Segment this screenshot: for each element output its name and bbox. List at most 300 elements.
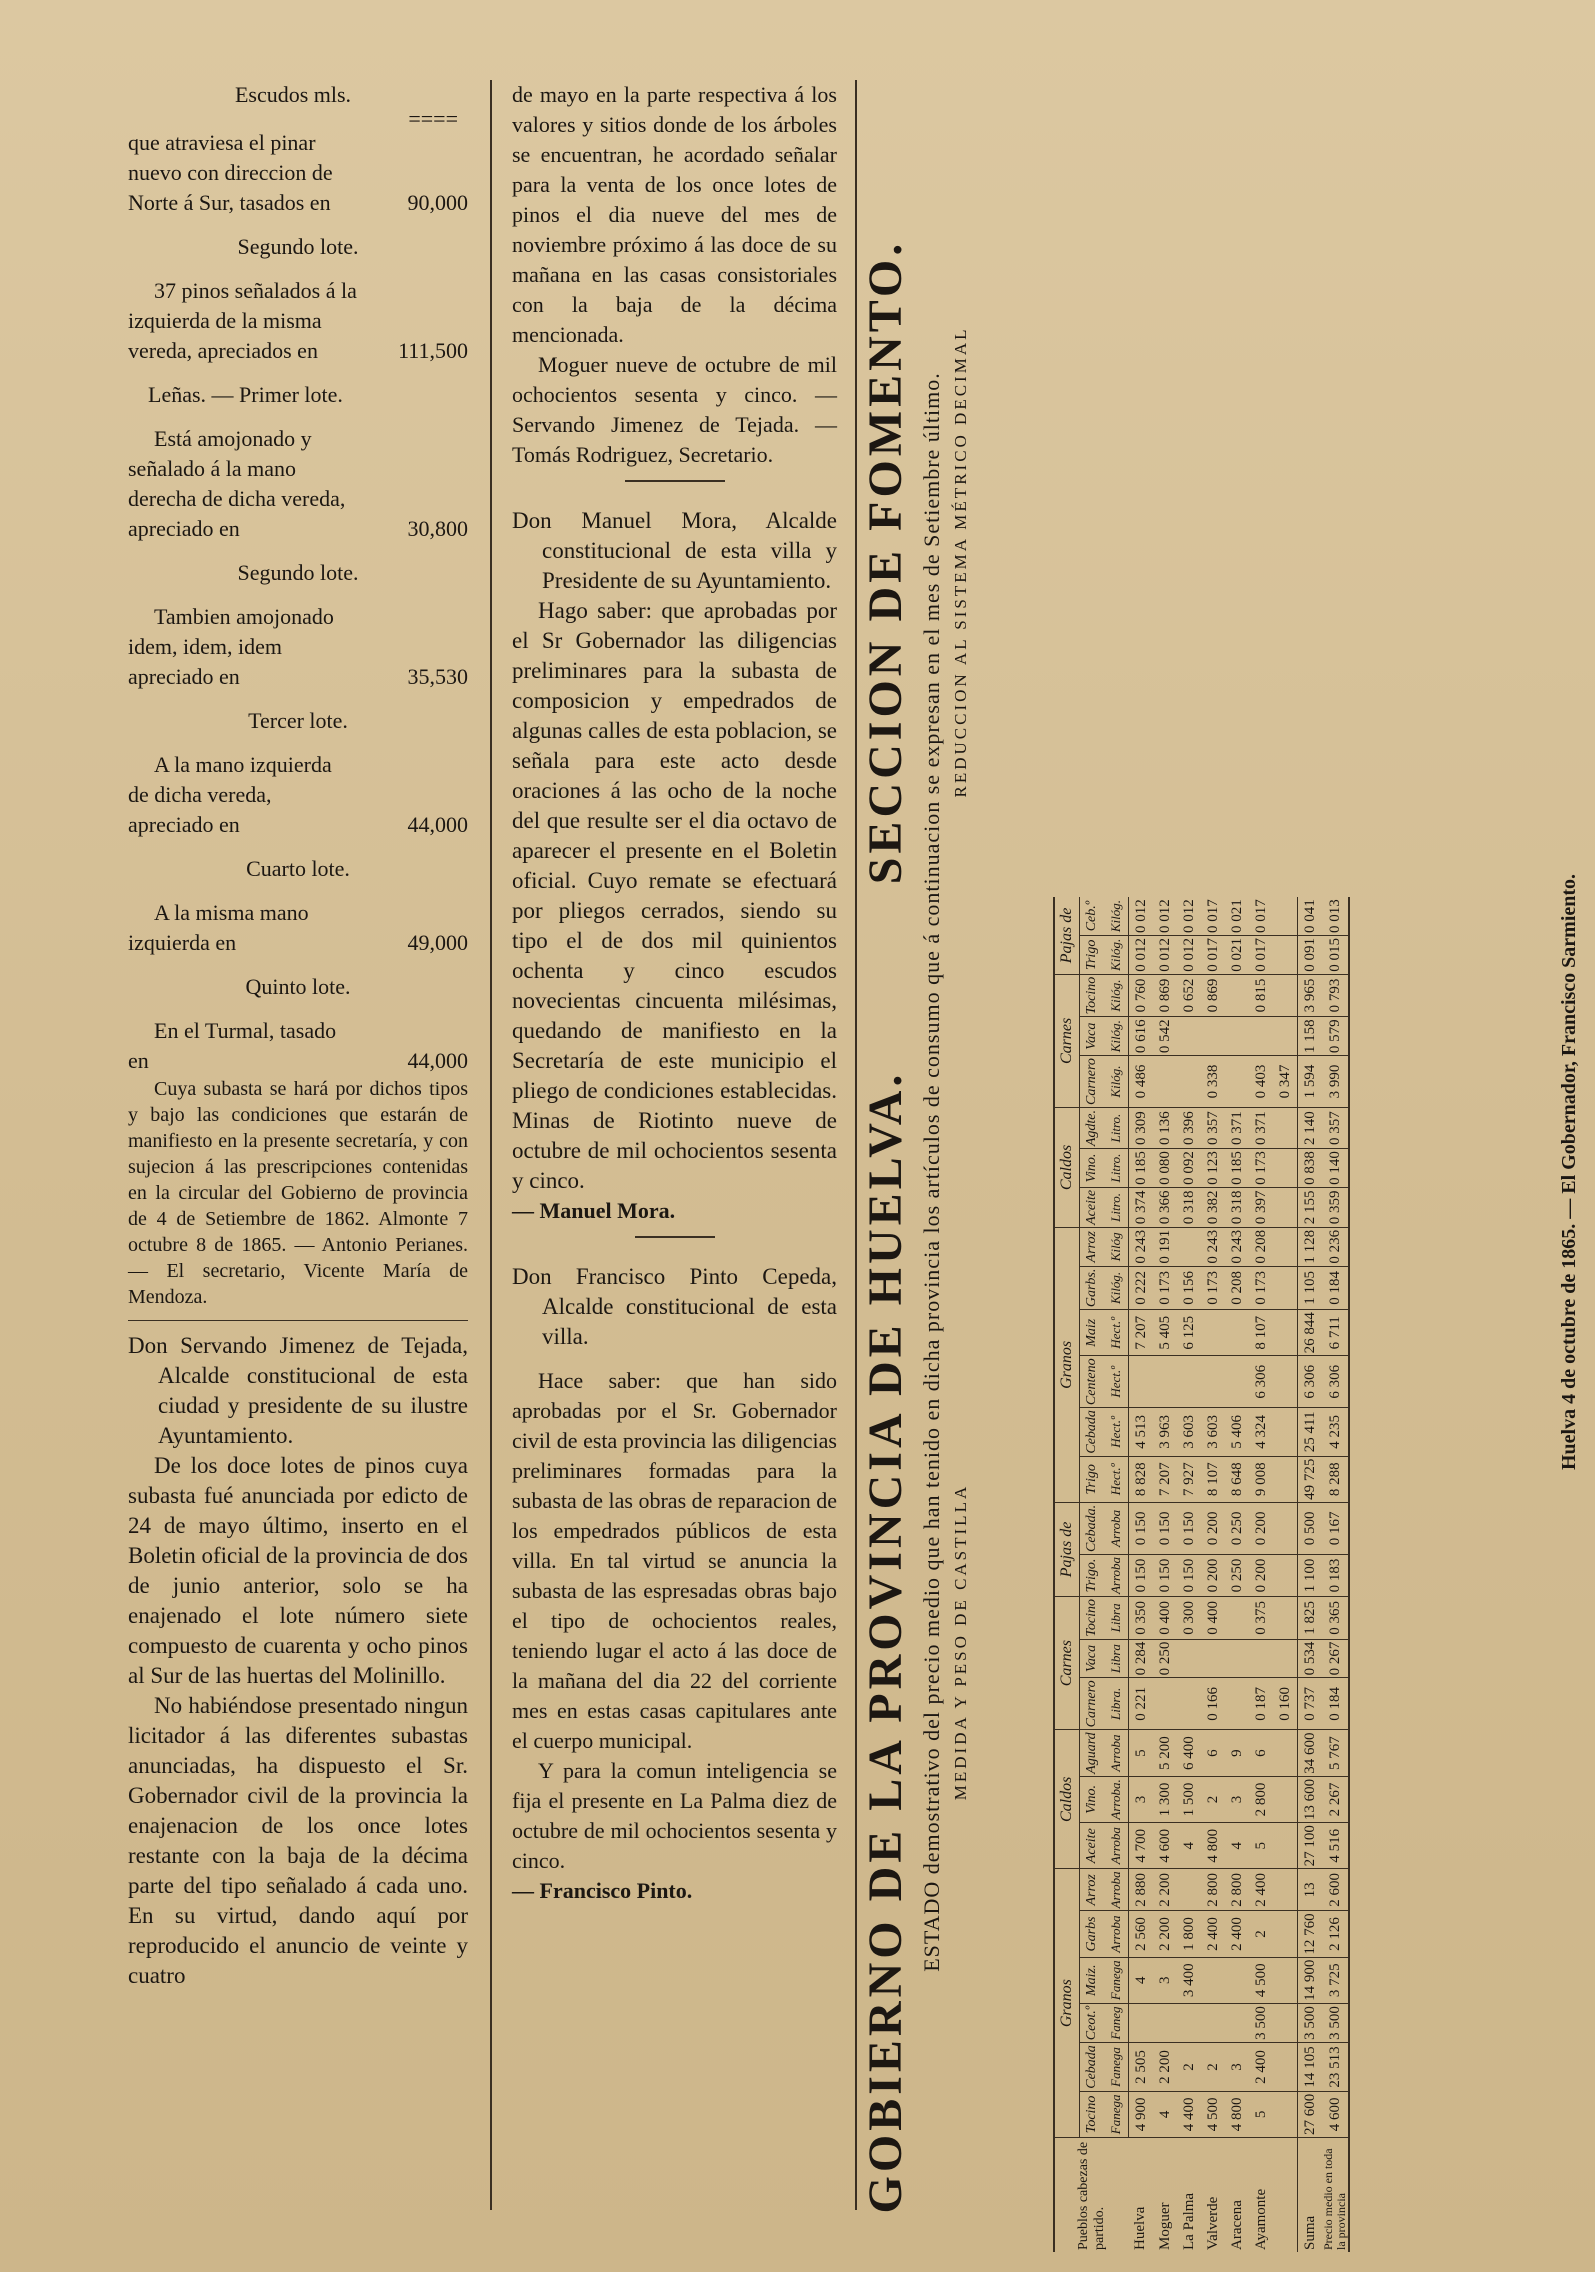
cell-right: 7 207 [1129, 1310, 1154, 1356]
cell-left: 0 267 [1322, 1639, 1349, 1678]
cell-left [1201, 1639, 1225, 1678]
unit-header-left: Fanega [1104, 1957, 1129, 2003]
cell-right [1273, 1266, 1298, 1310]
cell-left: 27 100 [1298, 1823, 1323, 1869]
cell-right: 0 017 [1249, 897, 1273, 935]
cell-left: 23 513 [1322, 2043, 1349, 2092]
cell-left [1225, 1639, 1249, 1678]
cell-left: 0 183 [1322, 1554, 1349, 1596]
cell-right [1273, 1456, 1298, 1502]
cell-right: 0 357 [1322, 1108, 1349, 1149]
cell-right: 0 185 [1129, 1149, 1154, 1188]
cell-right: 0 208 [1225, 1266, 1249, 1310]
price-table [1053, 897, 1350, 2252]
cell-left [1225, 1678, 1249, 1730]
unit-header-right: Litro. [1104, 1187, 1129, 1227]
unit-header-left: Libra. [1104, 1678, 1129, 1730]
cell-right: 8 288 [1322, 1456, 1349, 1502]
column-header-right: Cebada [1080, 1408, 1105, 1457]
unit-header-right: Litro. [1104, 1108, 1129, 1149]
cell-right: 0 222 [1129, 1266, 1154, 1310]
cell-right: 0 616 [1129, 1017, 1154, 1056]
column-header-left: Arroz [1080, 1869, 1105, 1911]
lenas-lot-5-title: Quinto lote. [245, 974, 351, 999]
cell-right: 0 382 [1201, 1187, 1225, 1227]
cell-right: 0 015 [1322, 935, 1349, 974]
cell-right: 0 012 [1129, 897, 1154, 935]
cell-right: 7 207 [1153, 1456, 1177, 1502]
table-row [1249, 897, 1273, 2252]
cell-right: 0 173 [1201, 1266, 1225, 1310]
cell-left: 1 300 [1153, 1776, 1177, 1822]
lenas-closing: Cuya subasta se hará por dichos tipos y bajo las condiciones que estarán de manifiesto en la presente secretaría, y con sujecion á las prescripciones contenidas en la circular del Gobierno de provincia de 4 de Setiembre de 1862. Almonte 7 octubre 8 de 1865. — Antonio Perianes. — El secretario, Vicente María de Mendoza. [128, 1078, 468, 1308]
cell-right [1129, 1356, 1154, 1408]
cell-right [1225, 1017, 1249, 1056]
cell-left [1273, 1911, 1298, 1957]
cell-right: 0 309 [1129, 1108, 1154, 1149]
table-row [1225, 897, 1249, 2252]
cell-left [1177, 1639, 1201, 1678]
cell-right [1225, 1310, 1249, 1356]
cell-right: 0 021 [1225, 935, 1249, 974]
cell-right [1273, 1108, 1298, 1149]
cell-right: 0 140 [1322, 1149, 1349, 1188]
cell-right: 0 156 [1177, 1266, 1201, 1310]
lot-1-text: que atraviesa el pinar nuevo con direccion de Norte á Sur, tasados en [128, 130, 333, 215]
unit-header-left: Arroba [1104, 1823, 1129, 1869]
table-row [1273, 897, 1298, 2252]
cell-left: 4 [1129, 1957, 1154, 2003]
lenas-lot-5 [128, 1016, 468, 1076]
cell-left: 2 400 [1201, 1911, 1225, 1957]
cell-right: 0 243 [1201, 1227, 1225, 1266]
cell-left [1201, 1957, 1225, 2003]
cell-right: 1 105 [1298, 1266, 1323, 1310]
unit-header-right: Kilóg. [1104, 1266, 1129, 1310]
cell-left [1273, 2091, 1298, 2137]
section-title: SECCION DE FOMENTO. [859, 239, 912, 885]
moguer-continuation: de mayo en la parte respectiva á los valores y sitios donde de los árboles se encuentran, he acordado señalar para la venta de los once lotes de pinos el dia nueve del mes de noviembre próximo á las doce de su mañana en las casas consistoriales con la baja de la décima mencionada. [512, 82, 837, 347]
lenas-lot-5-amount: 44,000 [407, 1048, 468, 1073]
cell-left: 1 100 [1298, 1554, 1323, 1596]
cell-right [1177, 1356, 1201, 1408]
cell-left: 2 800 [1249, 1776, 1273, 1822]
cell-right: 0 652 [1177, 974, 1201, 1017]
cell-left: 2 126 [1322, 1911, 1349, 1957]
table-row [1129, 897, 1154, 2252]
cell-left: 2 [1249, 1911, 1273, 1957]
cell-left: 0 167 [1322, 1502, 1349, 1554]
cell-left: 4 700 [1129, 1823, 1154, 1869]
cell-left: 3 500 [1249, 2003, 1273, 2042]
cell-right [1273, 1227, 1298, 1266]
cell-left: 2 400 [1225, 1911, 1249, 1957]
cell-left: 3 725 [1322, 1957, 1349, 2003]
cell-right: 49 725 [1298, 1456, 1323, 1502]
unit-header-right: Kilóg. [1104, 1017, 1129, 1056]
moguer-heading: Don Servando Jimenez de Tejada, Alcalde constitucional de esta ciudad y presidente de su ilustre Ayuntamiento. [128, 1333, 468, 1448]
lenas-lot-1-text: Está amojonado y señalado á la mano derecha de dicha vereda, apreciado en [128, 426, 346, 541]
group-granos-left: Granos [1054, 1869, 1080, 2138]
cell-left: 12 760 [1298, 1911, 1323, 1957]
cell-left: 6 400 [1177, 1730, 1201, 1776]
cell-right [1153, 1356, 1177, 1408]
castilla-caption: MEDIDA Y PESO DE CASTILLA [951, 1483, 970, 1801]
cell-left: 4 516 [1322, 1823, 1349, 1869]
column-header-row [1080, 897, 1105, 2252]
cell-left: 27 600 [1298, 2091, 1323, 2137]
cell-right: 1 158 [1298, 1017, 1323, 1056]
row-label [1273, 2138, 1298, 2253]
column-header-left: Aceite [1080, 1823, 1105, 1869]
palma-signature: — Francisco Pinto. [512, 1878, 693, 1903]
cell-right: 25 411 [1298, 1408, 1323, 1457]
cell-right [1177, 1017, 1201, 1056]
cell-left: 4 400 [1177, 2091, 1201, 2137]
cell-left: 14 105 [1298, 2043, 1323, 2092]
column-header-right: Trigo [1080, 935, 1105, 974]
cell-right: 0 012 [1153, 897, 1177, 935]
lenas-lot-2-text: Tambien amojonado idem, idem, idem apreciado en [128, 604, 334, 689]
unit-header-row [1104, 897, 1129, 2252]
cell-left: 5 [1249, 1823, 1273, 1869]
cell-right: 1 594 [1298, 1056, 1323, 1108]
cell-right: 0 486 [1129, 1056, 1154, 1108]
column-header-right: Agdte. [1080, 1108, 1105, 1149]
cell-left: 3 [1225, 2043, 1249, 2092]
column-header-left: Vino. [1080, 1776, 1105, 1822]
group-pajas-right: Pajas de [1054, 897, 1080, 974]
column-header-right: Ceb.º [1080, 897, 1105, 935]
cell-right: 0 243 [1129, 1227, 1154, 1266]
cell-right [1201, 1356, 1225, 1408]
lenas-title: Leñas. — Primer lote. [148, 382, 343, 407]
cell-left: 4 [1225, 1823, 1249, 1869]
cell-left [1273, 1776, 1298, 1822]
cell-left: 4 500 [1201, 2091, 1225, 2137]
unit-header-left: Arroba [1104, 1911, 1129, 1957]
cell-left: 3 [1153, 1957, 1177, 2003]
cell-left [1273, 1597, 1298, 1640]
cell-right: 0 371 [1225, 1108, 1249, 1149]
cell-left: 6 [1249, 1730, 1273, 1776]
column-header-left: Cebada [1080, 2043, 1105, 2092]
column-header-right: Vino. [1080, 1149, 1105, 1188]
cell-right [1225, 1056, 1249, 1108]
cell-right: 0 243 [1225, 1227, 1249, 1266]
cell-right: 8 107 [1249, 1310, 1273, 1356]
cell-right: 0 191 [1153, 1227, 1177, 1266]
cell-right: 0 136 [1153, 1108, 1177, 1149]
palma-paragraph-1: Hace saber: que han sido aprobadas por el Sr. Gobernador civil de esta provincia las diligencias preliminares formadas para la subasta de las obras de reparacion de los empedrados públicos de esta villa. En tal virtud se anuncia la subasta de las espresadas obras bajo el tipo de ochocientos reales, teniendo lugar el acto á las doce de la mañana del dia 22 del corriente mes en estas casas capitulares ante el cuerpo municipal. [512, 1368, 837, 1753]
unit-header-left: Arroba [1104, 1554, 1129, 1596]
cell-right [1225, 974, 1249, 1017]
cell-left: 2 [1201, 1776, 1225, 1822]
cell-right: 0 838 [1298, 1149, 1323, 1188]
cell-left: 5 200 [1153, 1730, 1177, 1776]
column-header-right: Maiz [1080, 1310, 1105, 1356]
lenas-lot-5-text: En el Turmal, tasado en [128, 1018, 337, 1073]
cell-right: 0 318 [1225, 1187, 1249, 1227]
unit-header-right: Kilóg. [1104, 897, 1129, 935]
lenas-lot-1-amount: 30,800 [407, 516, 468, 541]
cell-left: 2 200 [1153, 1869, 1177, 1911]
cell-left: 0 737 [1298, 1678, 1323, 1730]
cell-right: 4 324 [1249, 1408, 1273, 1457]
cell-left [1201, 2003, 1225, 2042]
cell-left [1273, 1823, 1298, 1869]
cell-left: 3 500 [1322, 2003, 1349, 2042]
unit-header-left: Fanega [1104, 2043, 1129, 2092]
cell-right: 6 711 [1322, 1310, 1349, 1356]
unit-header-right: Hect.º [1104, 1408, 1129, 1457]
cell-right: 3 990 [1322, 1056, 1349, 1108]
cell-right: 3 603 [1177, 1408, 1201, 1457]
cell-right: 0 793 [1322, 974, 1349, 1017]
cell-right: 0 869 [1153, 974, 1177, 1017]
cell-right: 0 869 [1201, 974, 1225, 1017]
cell-right: 6 306 [1249, 1356, 1273, 1408]
column-header-right: Aceite [1080, 1187, 1105, 1227]
unit-header-right: Kilóg [1104, 1227, 1129, 1266]
cell-left: 0 160 [1273, 1678, 1298, 1730]
cell-right [1177, 1227, 1201, 1266]
cell-right: 3 963 [1153, 1408, 1177, 1457]
cell-left: 2 200 [1153, 2043, 1177, 2092]
cell-left [1249, 1639, 1273, 1678]
cell-left [1225, 2003, 1249, 2042]
cell-left [1177, 2003, 1201, 2042]
group-header-row [1054, 897, 1080, 2252]
cell-right: 0 760 [1129, 974, 1154, 1017]
column-header-left: Carnero [1080, 1678, 1105, 1730]
cell-left: 0 150 [1129, 1554, 1154, 1596]
cell-left: 2 505 [1129, 2043, 1154, 2092]
cell-right [1201, 1017, 1225, 1056]
unit-header-right: Hect.º [1104, 1356, 1129, 1408]
cell-left: 0 350 [1129, 1597, 1154, 1640]
lenas-lot-3-title: Tercer lote. [248, 708, 348, 733]
cell-right: 2 155 [1298, 1187, 1323, 1227]
cell-right [1273, 974, 1298, 1017]
cell-left [1273, 1639, 1298, 1678]
cell-left: 1 825 [1298, 1597, 1323, 1640]
palma-paragraph-2: Y para la comun inteligencia se fija el presente en La Palma diez de octubre de mil ochocientos sesenta y cinco. [512, 1758, 837, 1873]
cell-left: 4 [1177, 1823, 1201, 1869]
government-title: GOBIERNO DE LA PROVINCIA DE HUELVA. [859, 1070, 912, 2214]
cell-left: 0 250 [1153, 1639, 1177, 1678]
cell-left [1273, 1502, 1298, 1554]
cell-left: 2 800 [1225, 1869, 1249, 1911]
cell-left [1177, 1678, 1201, 1730]
row-label: La Palma [1180, 2192, 1197, 2250]
cell-left: 0 150 [1153, 1502, 1177, 1554]
cell-right: 3 603 [1201, 1408, 1225, 1457]
cell-right: 0 403 [1249, 1056, 1273, 1108]
cell-right: 8 107 [1201, 1456, 1225, 1502]
cell-right: 6 125 [1177, 1310, 1201, 1356]
lenas-lot-2-title: Segundo lote. [237, 560, 359, 585]
table-row [1298, 897, 1323, 2252]
lenas-lot-3-text: A la mano izquierda de dicha vereda, apreciado en [128, 752, 332, 837]
column-header-left: Ceot.º [1080, 2003, 1105, 2042]
column-header-right: Carnero [1080, 1056, 1105, 1108]
cell-left: 0 150 [1129, 1502, 1154, 1554]
cell-left: 2 [1201, 2043, 1225, 2092]
moguer-paragraph-1: De los doce lotes de pinos cuya subasta fué anunciada por edicto de 24 de mayo último, inserto en el Boletin oficial de la provincia de dos de junio anterior, solo se ha enajenado el lote número siete compuesto de cuarenta y ocho pinos al Sur de las huertas del Molinillo. [128, 1453, 468, 1688]
cell-right: 0 173 [1153, 1266, 1177, 1310]
cell-right: 0 173 [1249, 1266, 1273, 1310]
cell-left: 1 500 [1177, 1776, 1201, 1822]
cell-right: 0 347 [1273, 1056, 1298, 1108]
cell-right: 0 092 [1177, 1149, 1201, 1188]
column-header-right: Trigo [1080, 1456, 1105, 1502]
unit-header-left: Arroba [1104, 1730, 1129, 1776]
lenas-lot-2-amount: 35,530 [407, 664, 468, 689]
cell-left: 9 [1225, 1730, 1249, 1776]
cell-left [1129, 2003, 1154, 2042]
cell-right: 0 366 [1153, 1187, 1177, 1227]
row-label: Aracena [1228, 2200, 1245, 2250]
cell-right [1201, 1310, 1225, 1356]
amount-header-rule: ==== [408, 106, 458, 131]
row-label: Precio medio en toda la provincia [1322, 2138, 1349, 2253]
column-rule-1 [490, 80, 492, 2210]
cell-left [1273, 2043, 1298, 2092]
lenas-lot-3-amount: 44,000 [407, 812, 468, 837]
column-header-left: Trigo. [1080, 1554, 1105, 1596]
cell-left [1273, 1730, 1298, 1776]
column-header-left: Tocino [1080, 2091, 1105, 2137]
cell-left [1273, 1554, 1298, 1596]
unit-header-left: Fanega [1104, 2091, 1129, 2137]
cell-left: 0 534 [1298, 1639, 1323, 1678]
column-header-left: Vaca [1080, 1639, 1105, 1678]
cell-left: 2 800 [1201, 1869, 1225, 1911]
cell-left: 0 375 [1249, 1597, 1273, 1640]
cell-right: 5 405 [1153, 1310, 1177, 1356]
cell-right [1273, 1408, 1298, 1457]
cell-left [1225, 1957, 1249, 2003]
cell-left: 0 300 [1177, 1597, 1201, 1640]
unit-header-right: Litro. [1104, 1149, 1129, 1188]
divider [625, 480, 725, 482]
lot-2 [128, 276, 468, 366]
palma-heading: Don Francisco Pinto Cepeda, Alcalde constitucional de esta villa. [512, 1264, 837, 1349]
unit-header-right: Kilóg. [1104, 974, 1129, 1017]
cell-right: 0 208 [1249, 1227, 1273, 1266]
cell-left: 0 200 [1249, 1554, 1273, 1596]
metric-caption: REDUCCION AL SISTEMA MÉTRICO DECIMAL [951, 326, 970, 798]
table-row [1177, 897, 1201, 2252]
cell-left: 6 [1201, 1730, 1225, 1776]
cell-left: 4 800 [1201, 1823, 1225, 1869]
group-caldos-left: Caldos [1054, 1730, 1080, 1869]
cell-left: 1 800 [1177, 1911, 1201, 1957]
minas-signature: — Manuel Mora. [512, 1198, 676, 1223]
cell-right: 0 815 [1249, 974, 1273, 1017]
cell-left: 2 200 [1153, 1911, 1177, 1957]
lenas-lot-4 [128, 898, 468, 958]
column-header-right: Tocino [1080, 974, 1105, 1017]
cell-right: 0 017 [1201, 935, 1225, 974]
column-header-left: Cebada. [1080, 1502, 1105, 1554]
column-2 [512, 80, 837, 1906]
column-header-right: Centeno [1080, 1356, 1105, 1408]
cell-left: 0 284 [1129, 1639, 1154, 1678]
cell-left: 2 400 [1249, 2043, 1273, 2092]
cell-right [1249, 1017, 1273, 1056]
cell-right: 0 184 [1322, 1266, 1349, 1310]
column-header-left: Garbs [1080, 1911, 1105, 1957]
unit-header-left: Arroba [1104, 1869, 1129, 1911]
cell-right: 6 306 [1322, 1356, 1349, 1408]
lot-1 [128, 128, 468, 218]
table-row [1153, 897, 1177, 2252]
cell-left: 4 600 [1322, 2091, 1349, 2137]
unit-header-left: Faneg [1104, 2003, 1129, 2042]
cell-right: 2 140 [1298, 1108, 1323, 1149]
cell-right: 0 017 [1201, 897, 1225, 935]
cell-left [1153, 2003, 1177, 2042]
moguer-signature: Moguer nueve de octubre de mil ochocientos sesenta y cinco. — Servando Jimenez de Tejada. — Tomás Rodriguez, Secretario. [512, 352, 837, 467]
column-header-left: Aguard [1080, 1730, 1105, 1776]
table-footer: Huelva 4 de octubre de 1865. — El Gobernador, Francisco Sarmiento. [1558, 873, 1580, 1471]
cell-right [1273, 1017, 1298, 1056]
cell-left: 3 [1225, 1776, 1249, 1822]
cell-right: 0 091 [1298, 935, 1323, 974]
lot-2-text: 37 pinos señalados á la izquierda de la misma vereda, apreciados en [128, 278, 357, 363]
cell-left: 0 250 [1225, 1502, 1249, 1554]
lenas-lot-4-title: Cuarto lote. [246, 856, 350, 881]
cell-left: 2 600 [1322, 1869, 1349, 1911]
column-header-right: Garbs. [1080, 1266, 1105, 1310]
cell-left: 0 166 [1201, 1678, 1225, 1730]
cell-right: 0 396 [1177, 1108, 1201, 1149]
cell-right: 6 306 [1298, 1356, 1323, 1408]
minas-body: Hago saber: que aprobadas por el Sr Gobernador las diligencias preliminares para la subasta de composicion y empedrados de algunas calles de esta poblacion, se señala para este acto desde oraciones á las ocho de la noche del que resulte ser el dia octavo de aparecer el presente en el Boletin oficial. Cuyo remate se efectuará por pliegos cerrados, siendo su tipo el de dos mil quinientos ochenta y cinco escudos novecientas cincuenta milésimas, quedando de manifiesto en la Secretaría de este municipio el pliego de condiciones establecidas. Minas de Riotinto nueve de octubre de mil ochocientos sesenta y cinco. [512, 598, 837, 1193]
cell-left: 0 150 [1177, 1502, 1201, 1554]
cell-left: 5 [1249, 2091, 1273, 2137]
cell-left: 14 900 [1298, 1957, 1323, 2003]
cell-right [1273, 935, 1298, 974]
cell-left: 13 600 [1298, 1776, 1323, 1822]
group-carnes-right: Carnes [1054, 974, 1080, 1107]
cell-right: 3 965 [1298, 974, 1323, 1017]
cell-left: 13 [1298, 1869, 1323, 1911]
cell-left [1273, 1957, 1298, 2003]
cell-left: 0 365 [1322, 1597, 1349, 1640]
lot-2-title: Segundo lote. [237, 234, 359, 259]
cell-left: 0 500 [1298, 1502, 1323, 1554]
cell-right: 7 927 [1177, 1456, 1201, 1502]
cell-right: 0 012 [1177, 935, 1201, 974]
row-label: Suma [1298, 2138, 1323, 2253]
cell-left: 5 767 [1322, 1730, 1349, 1776]
cell-left: 3 500 [1298, 2003, 1323, 2042]
cell-left: 5 [1129, 1730, 1154, 1776]
unit-header-left: Libra [1104, 1597, 1129, 1640]
cell-left: 2 267 [1322, 1776, 1349, 1822]
cell-right: 0 359 [1322, 1187, 1349, 1227]
unit-header-right: Kilóg. [1104, 935, 1129, 974]
unit-header-right: Kilóg. [1104, 1056, 1129, 1108]
row-label: Valverde [1204, 2196, 1221, 2250]
unit-header-left: Arroba [1104, 1502, 1129, 1554]
cell-right: 0 012 [1153, 935, 1177, 974]
unit-header-right: Hect.º [1104, 1456, 1129, 1502]
cell-left [1273, 1869, 1298, 1911]
